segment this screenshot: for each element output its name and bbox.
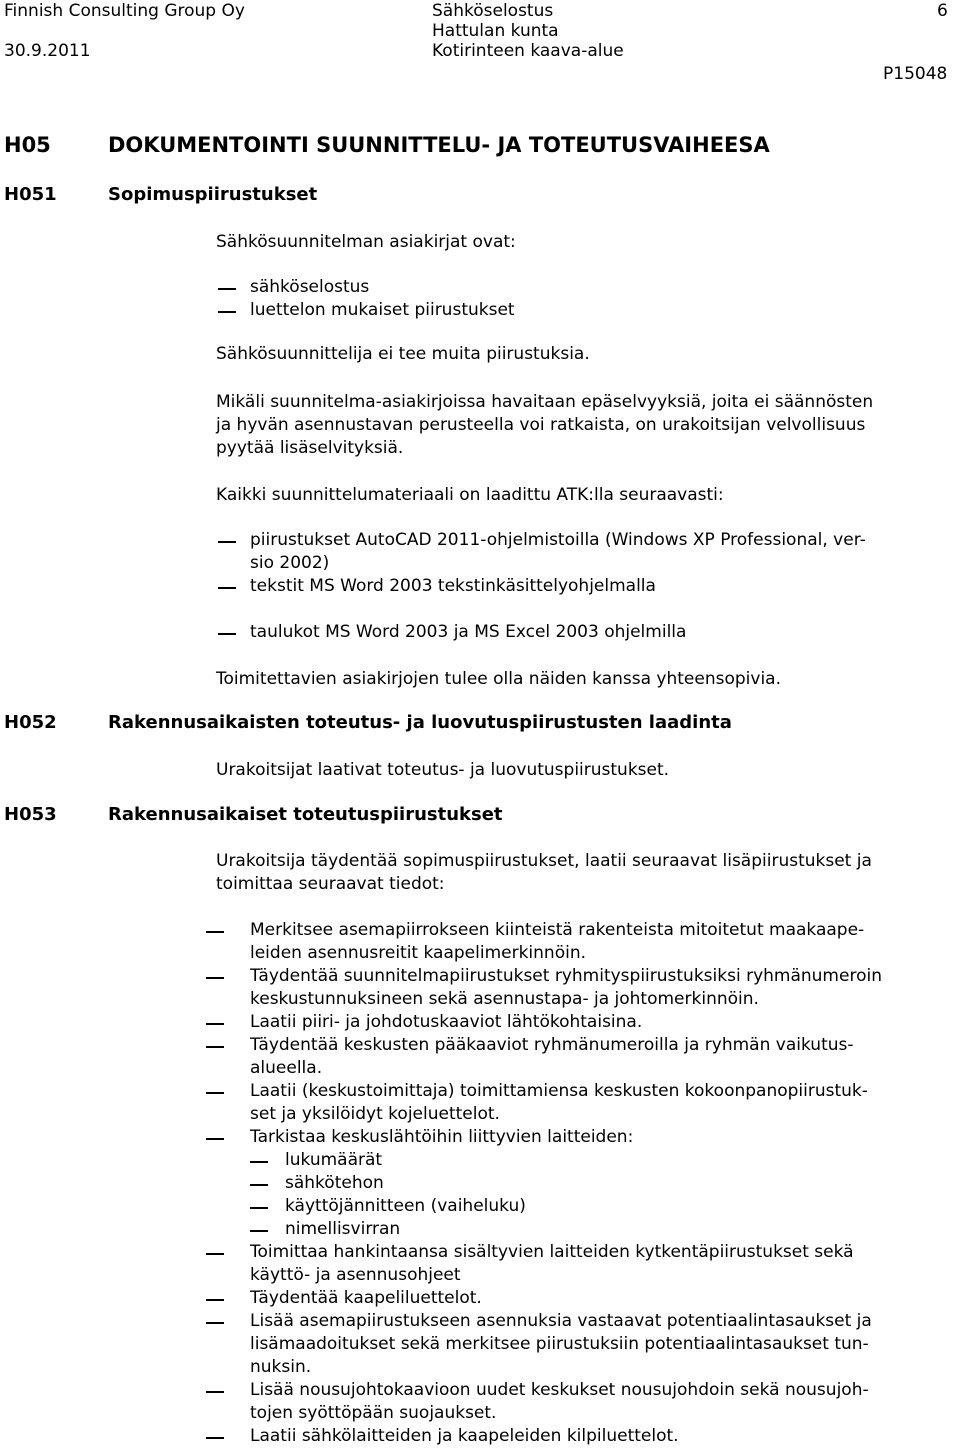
sublist-item: käyttöjännitteen (vaiheluku): [285, 1196, 526, 1216]
list-item: Laatii piiri- ja johdotuskaaviot lähtökohtaisina.: [250, 1012, 643, 1032]
list-dash: [218, 633, 236, 635]
list-item: tojen syöttöpään suojaukset.: [250, 1403, 497, 1423]
list-item: Täydentää keskusten pääkaaviot ryhmänumeroilla ja ryhmän vaikutus-: [250, 1035, 854, 1055]
list-item: sähköselostus: [250, 277, 370, 297]
plan-area: Kotirinteen kaava-alue: [432, 41, 624, 61]
sublist-item: nimellisvirran: [285, 1219, 401, 1239]
list-dash: [218, 311, 236, 313]
h052-paragraph: Urakoitsijat laativat toteutus- ja luovutuspiirustukset.: [216, 760, 670, 780]
h051-paragraph: Sähkösuunnittelija ei tee muita piirustuksia.: [216, 344, 590, 364]
section-code-h052: H052: [4, 712, 57, 733]
list-item: piirustukset AutoCAD 2011-ohjelmistoilla (Windows XP Professional, ver-: [250, 530, 866, 550]
list-item: Lisää asemapiirustukseen asennuksia vastaavat potentiaalintasaukset ja: [250, 1311, 872, 1331]
list-dash: [206, 1299, 224, 1301]
page-number: 6: [937, 1, 948, 21]
list-dash: [218, 288, 236, 290]
list-item: taulukot MS Word 2003 ja MS Excel 2003 ohjelmilla: [250, 622, 687, 642]
list-item: luettelon mukaiset piirustukset: [250, 300, 515, 320]
list-item: tekstit MS Word 2003 tekstinkäsittelyohjelmalla: [250, 576, 656, 596]
list-item: nuksin.: [250, 1357, 312, 1377]
list-item: Täydentää kaapeliluettelot.: [250, 1288, 482, 1308]
list-item: sio 2002): [250, 553, 330, 573]
sublist-dash: [250, 1161, 268, 1163]
list-item: lisämaadoitukset sekä merkitsee piirustuksiin potentiaalintasaukset tun-: [250, 1334, 869, 1354]
section-title-h052: Rakennusaikaisten toteutus- ja luovutuspiirustusten laadinta: [108, 712, 732, 733]
list-item: Laatii (keskustoimittaja) toimittamiensa keskusten kokoonpanopiirustuk-: [250, 1081, 868, 1101]
list-item: set ja yksilöidyt kojeluettelot.: [250, 1104, 500, 1124]
list-item: Toimittaa hankintaansa sisältyvien laitteiden kytkentäpiirustukset sekä: [250, 1242, 854, 1262]
sublist-dash: [250, 1207, 268, 1209]
sublist-dash: [250, 1230, 268, 1232]
sublist-item: sähkötehon: [285, 1173, 384, 1193]
list-item: Tarkistaa keskuslähtöihin liittyvien laitteiden:: [250, 1127, 634, 1147]
list-item: keskustunnuksineen sekä asennustapa- ja johtomerkinnöin.: [250, 989, 759, 1009]
sublist-dash: [250, 1184, 268, 1186]
h051-paragraph: Kaikki suunnittelumateriaali on laadittu ATK:lla seuraavasti:: [216, 485, 724, 505]
section-code-h053: H053: [4, 804, 57, 825]
h051-paragraph-line: pyytää lisäselvityksiä.: [216, 438, 404, 458]
list-item: Merkitsee asemapiirrokseen kiinteistä rakenteista mitoitetut maakaape-: [250, 920, 865, 940]
list-item: käyttö- ja asennusohjeet: [250, 1265, 461, 1285]
list-item: Täydentää suunnitelmapiirustukset ryhmityspiirustuksiksi ryhmänumeroin: [250, 966, 882, 986]
section-code-h051: H051: [4, 184, 57, 205]
list-item: Lisää nousujohtokaavioon uudet keskukset nousujohdoin sekä nousujoh-: [250, 1380, 869, 1400]
list-dash: [206, 1253, 224, 1255]
company-name: Finnish Consulting Group Oy: [4, 1, 245, 21]
document-date: 30.9.2011: [4, 41, 91, 61]
document-type: Sähköselostus: [432, 1, 554, 21]
list-dash: [206, 1322, 224, 1324]
section-code-h05: H05: [4, 133, 51, 157]
h051-intro: Sähkösuunnitelman asiakirjat ovat:: [216, 232, 516, 252]
list-item: alueella.: [250, 1058, 323, 1078]
section-title-h053: Rakennusaikaiset toteutuspiirustukset: [108, 804, 503, 825]
project-code: P15048: [883, 64, 948, 84]
list-item: leiden asennusreitit kaapelimerkinnöin.: [250, 943, 587, 963]
municipality: Hattulan kunta: [432, 21, 559, 41]
list-dash: [206, 1092, 224, 1094]
list-dash: [218, 541, 236, 543]
h053-intro-line: toimittaa seuraavat tiedot:: [216, 874, 445, 894]
list-dash: [206, 977, 224, 979]
section-title-h05: DOKUMENTOINTI SUUNNITTELU- JA TOTEUTUSVAIHEESA: [108, 133, 770, 157]
list-dash: [206, 1138, 224, 1140]
list-dash: [206, 1023, 224, 1025]
section-title-h051: Sopimuspiirustukset: [108, 184, 318, 205]
h051-paragraph-line: ja hyvän asennustavan perusteella voi ratkaista, on urakoitsijan velvollisuus: [216, 415, 866, 435]
h051-paragraph: Toimitettavien asiakirjojen tulee olla näiden kanssa yhteensopivia.: [216, 669, 781, 689]
h053-intro-line: Urakoitsija täydentää sopimuspiirustukset, laatii seuraavat lisäpiirustukset ja: [216, 851, 872, 871]
list-item: Laatii sähkölaitteiden ja kaapeleiden kilpiluettelot.: [250, 1426, 679, 1446]
sublist-item: lukumäärät: [285, 1150, 383, 1170]
list-dash: [206, 1046, 224, 1048]
list-dash: [218, 587, 236, 589]
list-dash: [206, 1437, 224, 1439]
list-dash: [206, 1391, 224, 1393]
h051-paragraph-line: Mikäli suunnitelma-asiakirjoissa havaitaan epäselvyyksiä, joita ei säännösten: [216, 392, 874, 412]
list-dash: [206, 931, 224, 933]
